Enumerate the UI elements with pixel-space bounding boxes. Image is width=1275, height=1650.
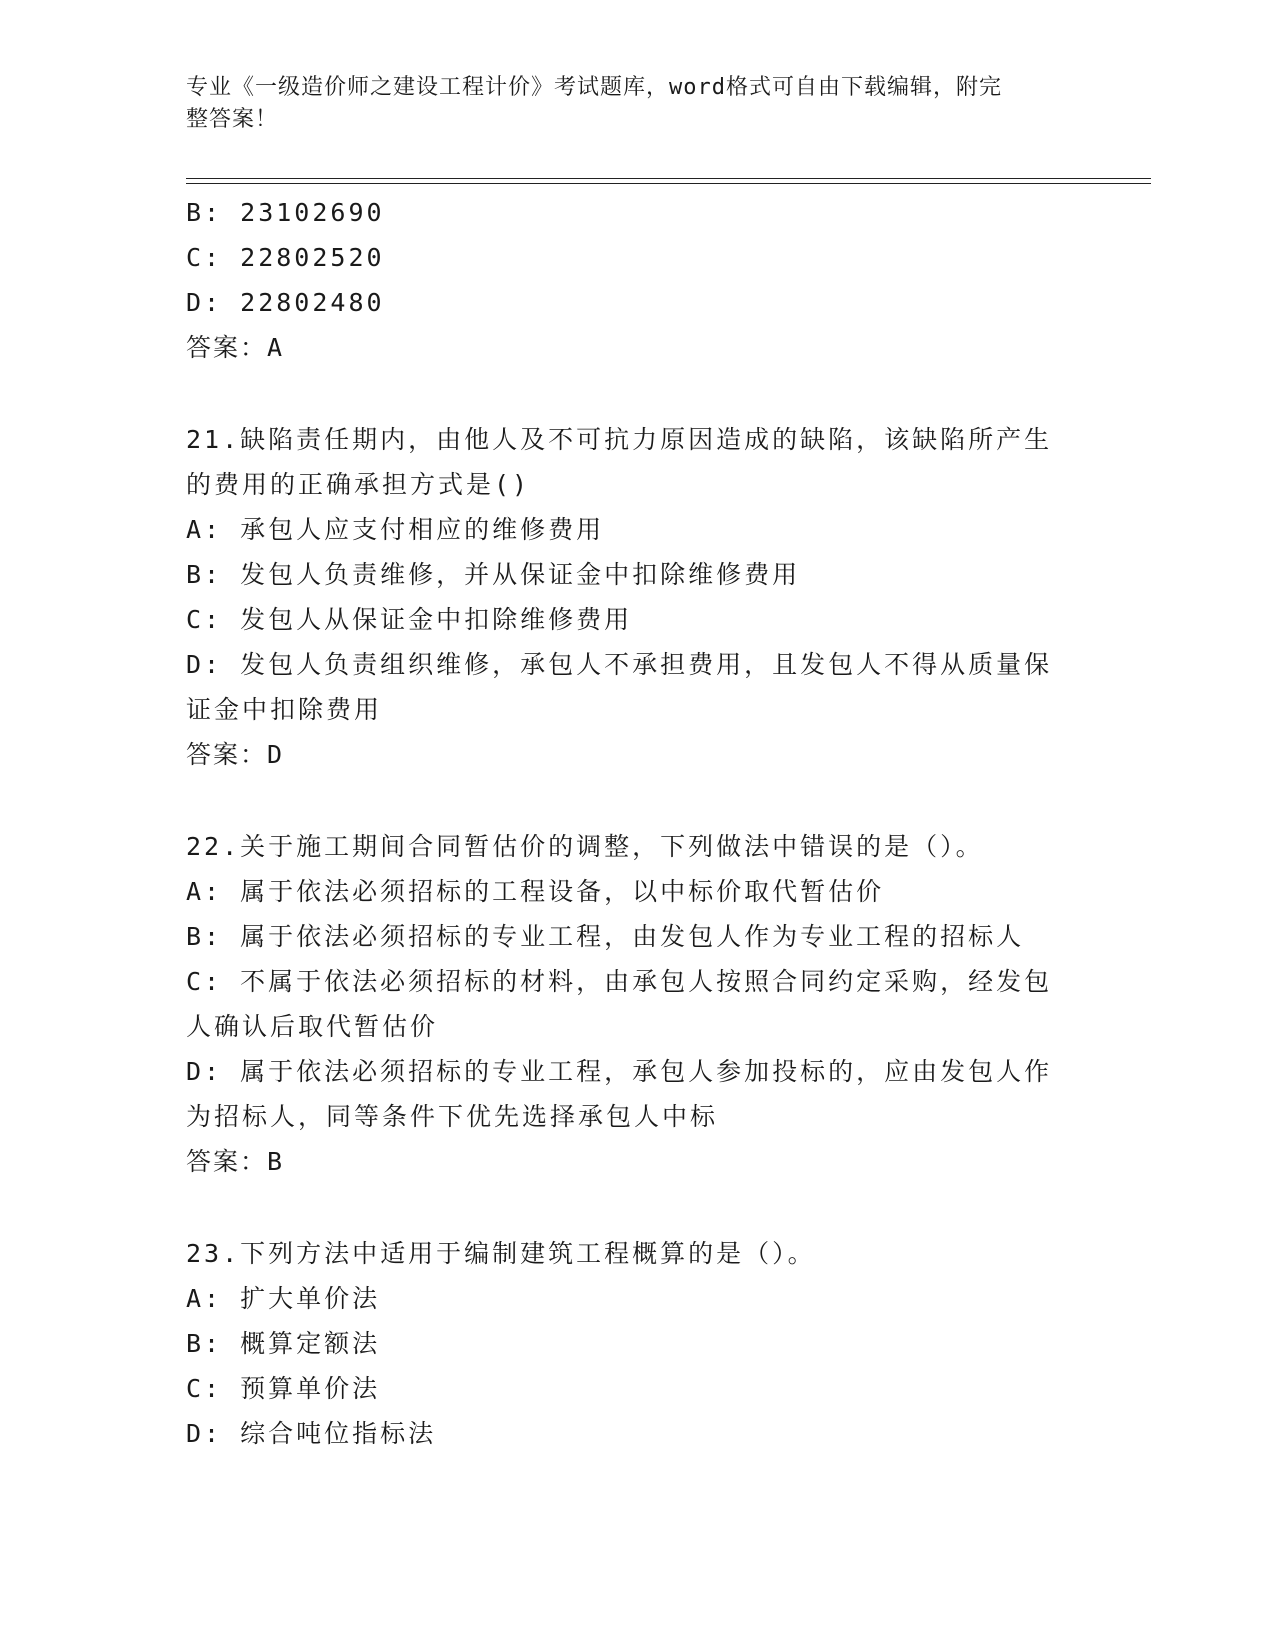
option-d: D: 22802480 (186, 288, 385, 317)
question-stem: 23.下列方法中适用于编制建筑工程概算的是（）。 (186, 1239, 816, 1268)
option-a: A: 扩大单价法 (186, 1284, 381, 1313)
option-a: A: 属于依法必须招标的工程设备，以中标价取代暂估价 (186, 877, 885, 906)
spacer (186, 1184, 1066, 1231)
question-stem: 22.关于施工期间合同暂估价的调整，下列做法中错误的是（）。 (186, 832, 984, 861)
answer: 答案：A (186, 333, 285, 362)
option-c: C: 预算单价法 (186, 1374, 381, 1403)
question-stem-cont: 的费用的正确承担方式是() (186, 470, 531, 499)
header-line-1: 专业《一级造价师之建设工程计价》考试题库，word格式可自由下载编辑，附完 (186, 75, 1002, 100)
answer: 答案：D (186, 740, 285, 769)
document-header (186, 72, 1066, 136)
header-line-2: 整答案！ (186, 107, 279, 132)
question-21 (186, 417, 1066, 777)
option-b: B: 概算定额法 (186, 1329, 381, 1358)
spacer (186, 777, 1066, 824)
option-b: B: 23102690 (186, 198, 385, 227)
option-d: D: 发包人负责组织维修，承包人不承担费用，且发包人不得从质量保 (186, 650, 1053, 679)
option-b: B: 属于依法必须招标的专业工程，由发包人作为专业工程的招标人 (186, 922, 1025, 951)
answer: 答案：B (186, 1147, 285, 1176)
option-a: A: 承包人应支付相应的维修费用 (186, 515, 605, 544)
option-c: C: 22802520 (186, 243, 385, 272)
question-20-partial (186, 190, 1066, 370)
question-23 (186, 1231, 1066, 1456)
spacer (186, 370, 1066, 417)
header-rule-bottom (186, 183, 1151, 184)
option-c-cont: 人确认后取代暂估价 (186, 1012, 439, 1041)
header-rule-top (186, 178, 1151, 179)
option-d-cont: 证金中扣除费用 (186, 695, 383, 724)
option-d: D: 属于依法必须招标的专业工程，承包人参加投标的，应由发包人作 (186, 1057, 1053, 1086)
question-22 (186, 824, 1066, 1184)
option-c: C: 发包人从保证金中扣除维修费用 (186, 605, 633, 634)
option-d: D: 综合吨位指标法 (186, 1419, 437, 1448)
option-c: C: 不属于依法必须招标的材料，由承包人按照合同约定采购，经发包 (186, 967, 1053, 996)
option-b: B: 发包人负责维修，并从保证金中扣除维修费用 (186, 560, 801, 589)
option-d-cont: 为招标人，同等条件下优先选择承包人中标 (186, 1102, 719, 1131)
question-list (186, 190, 1066, 1456)
question-stem: 21.缺陷责任期内，由他人及不可抗力原因造成的缺陷，该缺陷所产生 (186, 425, 1053, 454)
